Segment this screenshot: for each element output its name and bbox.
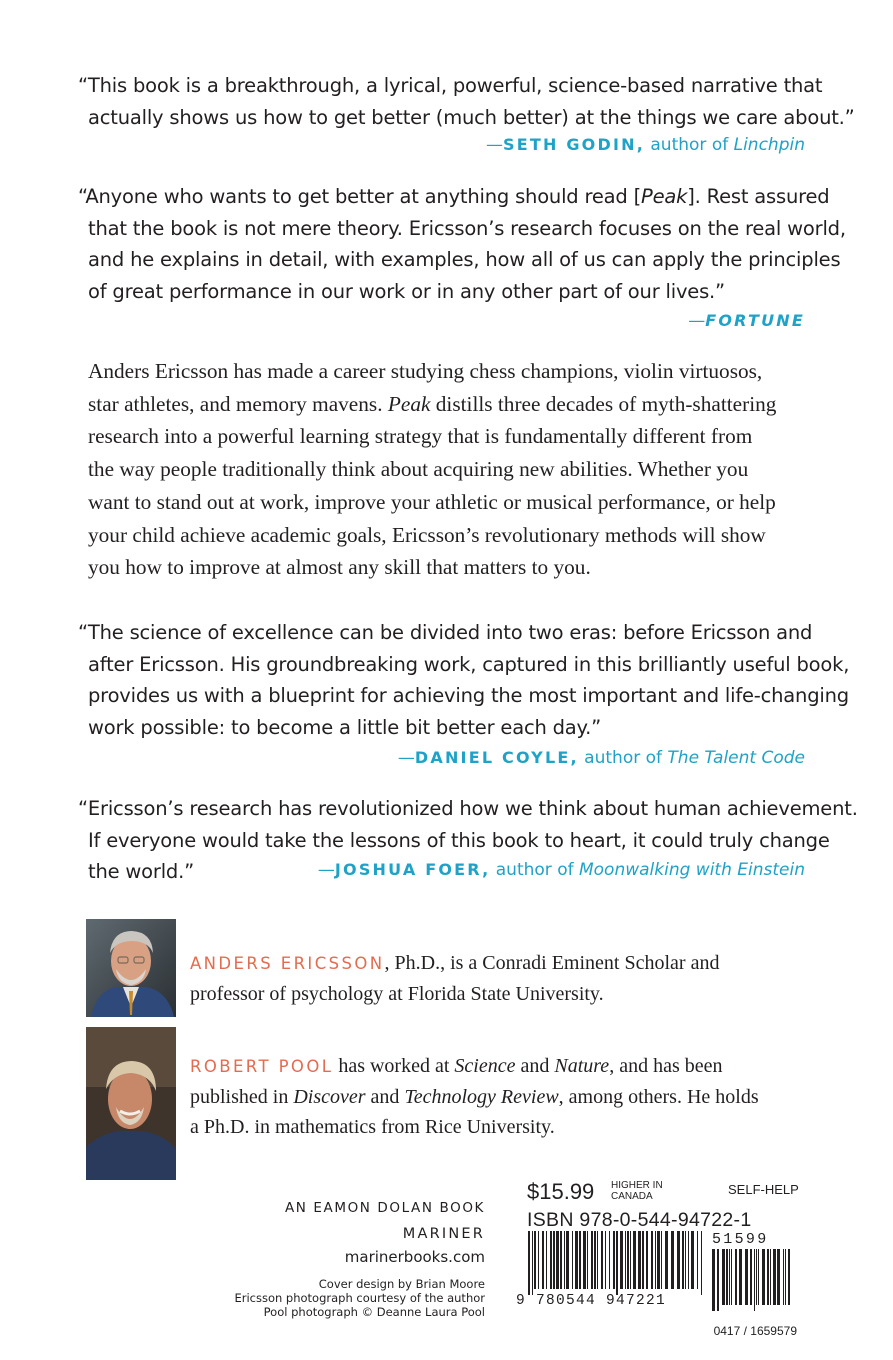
attribution-role: author of xyxy=(578,748,668,768)
attribution-work: Linchpin xyxy=(733,135,805,155)
attribution-joshua-foer xyxy=(318,860,805,880)
book-description xyxy=(88,355,808,584)
attribution-dash: — xyxy=(486,135,504,155)
author-name: ANDERS ERICSSON xyxy=(190,954,385,973)
credit-line: Ericsson photograph courtesy of the author xyxy=(234,1291,485,1305)
attribution-seth-godin xyxy=(486,135,805,155)
attribution-name: FORTUNE xyxy=(705,311,805,330)
quote-line: work possible: to become a little bit better each day.” xyxy=(88,715,602,739)
price: $15.99 xyxy=(527,1179,595,1204)
author-photo-ericsson xyxy=(86,919,176,1017)
description-line: want to stand out at work, improve your athletic or musical performance, or help xyxy=(88,489,776,514)
attribution-name: DANIEL COYLE, xyxy=(414,748,579,767)
description-line: research into a powerful learning strategy that is fundamentally different from xyxy=(88,424,753,449)
quote-line: provides us with a blueprint for achieving the most important and life-changing xyxy=(88,684,849,707)
quote-line: “The science of excellence can be divided into two eras: before Ericsson and xyxy=(78,621,813,644)
book-title-peak: Peak xyxy=(387,391,431,416)
attribution-fortune xyxy=(688,311,805,331)
bio-line: published in Discover and Technology Review, among others. He holds xyxy=(190,1086,759,1108)
quote-line: of great performance in our work or in any other part of our lives.” xyxy=(88,279,725,303)
description-line: you how to improve at almost any skill that matters to you. xyxy=(88,555,591,580)
attribution-role: author of xyxy=(490,860,579,880)
isbn-barcode xyxy=(528,1231,704,1295)
author-photo-pool xyxy=(86,1027,176,1180)
quote-line: actually shows us how to get better (much better) at the things we care about.” xyxy=(88,105,855,129)
price-note: HIGHER IN CANADA xyxy=(611,1180,663,1202)
attribution-work: The Talent Code xyxy=(667,748,805,768)
category-label: SELF-HELP xyxy=(728,1182,799,1197)
description-line: the way people traditionally think about acquiring new abilities. Whether you xyxy=(88,457,749,482)
attribution-dash: — xyxy=(317,860,335,880)
publisher-website: marinerbooks.com xyxy=(344,1248,485,1266)
author-name: ROBERT POOL xyxy=(190,1057,334,1076)
print-code: 0417 / 1659579 xyxy=(713,1324,797,1338)
cover-credits xyxy=(234,1277,485,1319)
quote-seth-godin xyxy=(78,70,855,133)
barcode-digits: 9 780544 947221 xyxy=(516,1293,667,1309)
quote-line: that the book is not mere theory. Ericsson’s research focuses on the real world, xyxy=(88,216,846,240)
publisher-imprint: AN EAMON DOLAN BOOK xyxy=(284,1200,485,1216)
bio-line: professor of psychology at Florida State University. xyxy=(190,983,604,1005)
author-bio-ericsson xyxy=(190,948,810,1009)
description-line: Anders Ericsson has made a career studying chess champions, violin virtuosos, xyxy=(88,359,763,383)
description-line: your child achieve academic goals, Ericsson’s revolutionary methods will show xyxy=(88,522,766,547)
isbn: ISBN 978-0-544-94722-1 xyxy=(527,1209,752,1231)
quote-line: “Anyone who wants to get better at anything should read [Peak]. Rest assured xyxy=(78,185,830,208)
book-title-peak: Peak xyxy=(641,185,688,208)
quote-line: after Ericsson. His groundbreaking work, captured in this brilliantly useful book, xyxy=(88,652,850,676)
quote-fortune xyxy=(78,181,846,307)
quote-line: and he explains in detail, with examples, how all of us can apply the principles xyxy=(88,248,841,271)
attribution-name: SETH GODIN, xyxy=(503,135,645,154)
bio-line: ANDERS ERICSSON, Ph.D., is a Conradi Eminent Scholar and xyxy=(190,952,720,974)
price-addon-barcode xyxy=(712,1249,794,1311)
quote-line: the world.” xyxy=(88,860,194,883)
quote-line: “Ericsson’s research has revolutionized how we think about human achievement. xyxy=(78,797,858,820)
attribution-dash: — xyxy=(397,748,415,768)
bio-line: a Ph.D. in mathematics from Rice University. xyxy=(190,1116,555,1138)
description-line: star athletes, and memory mavens. Peak distills three decades of myth-shattering xyxy=(88,391,777,416)
attribution-work: Moonwalking with Einstein xyxy=(578,860,805,880)
attribution-daniel-coyle xyxy=(398,748,805,768)
attribution-role: author of xyxy=(644,135,734,155)
quote-line: “This book is a breakthrough, a lyrical, powerful, science-based narrative that xyxy=(78,74,823,97)
credit-line: Pool photograph © Deanne Laura Pool xyxy=(263,1305,485,1319)
quote-line: If everyone would take the lessons of this book to heart, it could truly change xyxy=(88,828,830,852)
author-bio-pool xyxy=(190,1051,810,1142)
attribution-dash: — xyxy=(688,311,706,331)
quote-daniel-coyle xyxy=(78,617,850,743)
attribution-name: JOSHUA FOER, xyxy=(334,860,491,879)
bio-line: ROBERT POOL has worked at Science and Nature, and has been xyxy=(190,1055,723,1077)
publisher-name: MARINER xyxy=(402,1226,485,1242)
credit-line: Cover design by Brian Moore xyxy=(318,1277,485,1291)
price-addon-digits: 51599 xyxy=(712,1231,769,1248)
